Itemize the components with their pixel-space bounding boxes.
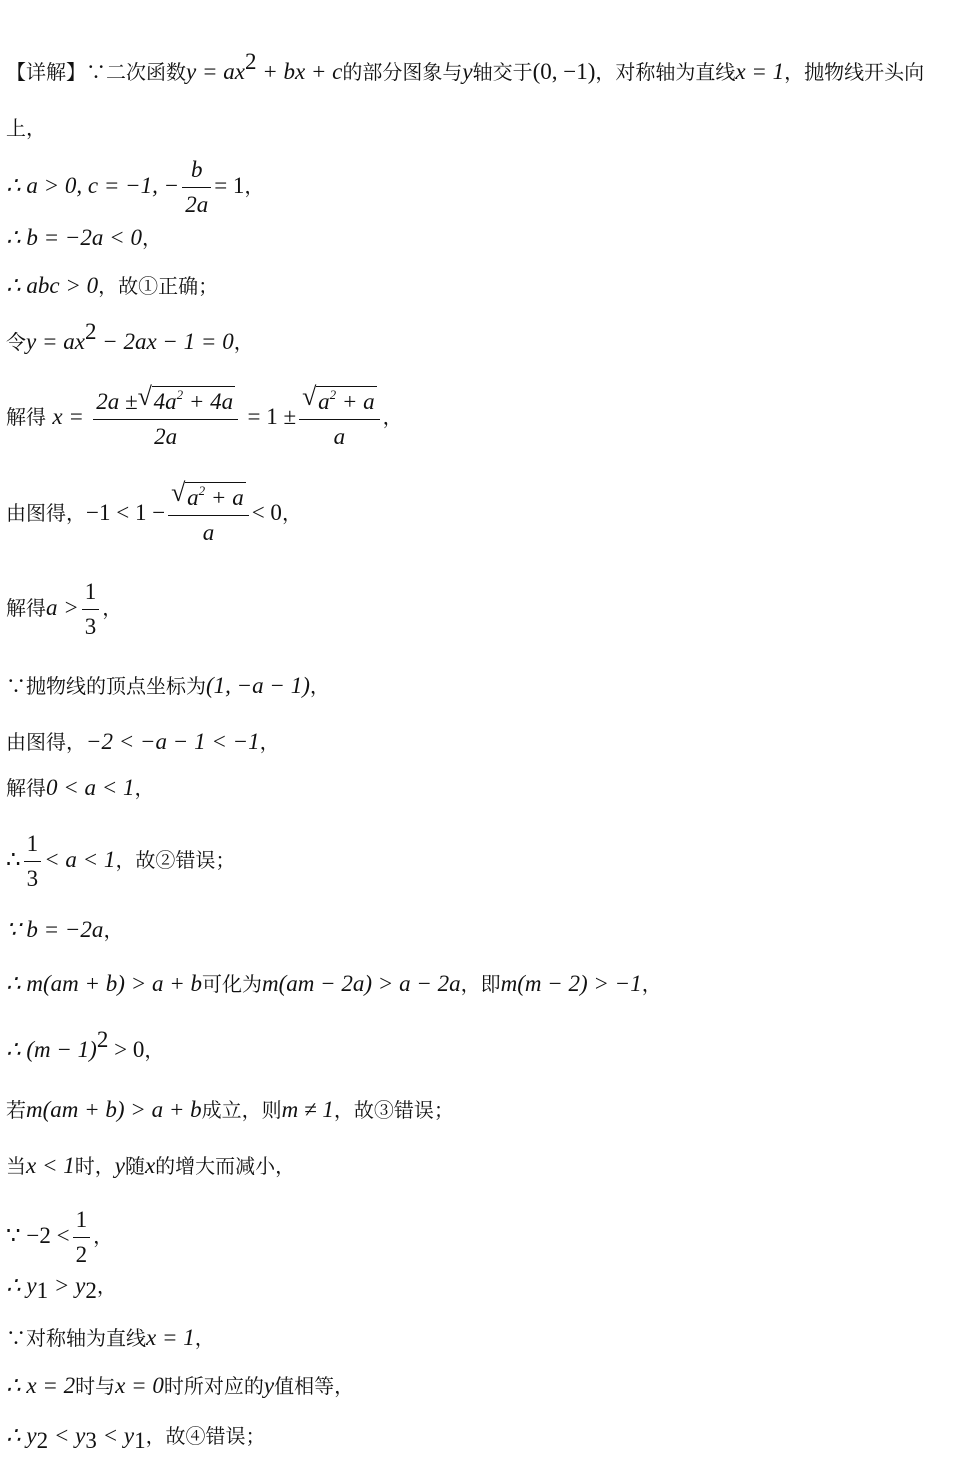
numerator: 1: [26, 831, 39, 856]
math: y: [462, 59, 473, 84]
math: ∴ y: [6, 1273, 37, 1298]
math: < 0: [251, 500, 282, 525]
text: ，故①正确；: [98, 274, 219, 298]
exponent: 2: [96, 1027, 109, 1052]
math: = 1 ±: [247, 404, 297, 429]
exponent: 2: [176, 387, 184, 402]
subscript: 1: [134, 1428, 146, 1453]
text: 若: [6, 1098, 26, 1122]
math: x =: [52, 404, 84, 429]
math: m(am − 2a) > a − 2a: [261, 971, 461, 996]
text: ∵抛物线的顶点坐标为: [6, 674, 206, 698]
denominator: a: [168, 515, 249, 547]
text: 由图得，: [6, 730, 86, 754]
exponent: 2: [84, 319, 97, 344]
math: y: [114, 1153, 125, 1178]
line-axis: [6, 1324, 971, 1352]
square-root: [137, 382, 236, 416]
subscript: 2: [85, 1278, 97, 1303]
math: ∴ y: [6, 1423, 37, 1448]
numerator: 1: [75, 1207, 88, 1232]
math: ∵ b = −2a: [6, 917, 104, 942]
line-conclusion-3: [6, 1096, 971, 1124]
line-y1-gt-y2: [6, 1272, 971, 1303]
text: 解得: [6, 405, 46, 429]
text: ，抛物线开头向: [784, 60, 925, 84]
math: + 4a: [183, 389, 234, 414]
text: 时所对应的: [163, 1374, 264, 1398]
denominator: 2: [73, 1237, 91, 1269]
text: 随: [124, 1154, 145, 1178]
line-a-range: [6, 774, 971, 802]
numerator: 1: [84, 579, 97, 604]
text: ，故④错误；: [145, 1424, 266, 1448]
line-roots: [6, 382, 971, 451]
text: ，: [141, 226, 162, 250]
line-b-eq: [6, 916, 971, 944]
text: 令: [6, 330, 26, 354]
math: m(am + b) > a + b: [26, 1097, 202, 1122]
text: 解得: [6, 596, 46, 620]
text: 解得: [6, 776, 46, 800]
math: −2 < −a − 1 < −1: [86, 729, 260, 754]
text: ，: [103, 918, 124, 942]
text: 由图得，: [6, 501, 86, 525]
text: 【详解】∵二次函数: [6, 60, 186, 84]
text: ，对称轴为直线: [595, 60, 736, 84]
subscript: 2: [36, 1428, 49, 1453]
math: x = 0: [115, 1373, 164, 1398]
radicand: [152, 386, 236, 416]
math: − 2ax − 1 = 0: [96, 329, 234, 354]
text: 时，: [74, 1154, 115, 1178]
line-premise: [6, 49, 971, 86]
text: ，: [194, 1326, 215, 1350]
numerator: [168, 478, 249, 515]
math: + a: [336, 389, 375, 414]
text: ∵对称轴为直线: [6, 1326, 146, 1350]
text: ，: [309, 674, 330, 698]
math: ∴: [6, 847, 21, 872]
fraction: [168, 478, 249, 547]
radical-sign: √: [302, 382, 317, 411]
math: ∴ x = 2: [6, 1373, 76, 1398]
text: 上，: [6, 116, 46, 140]
text: ，: [382, 405, 403, 429]
math: < y: [96, 1423, 135, 1448]
text: 轴交于: [472, 60, 533, 84]
radical-sign: √: [137, 382, 152, 411]
line-b-value: [6, 224, 971, 252]
denominator: 3: [82, 609, 100, 641]
text: ，: [259, 730, 280, 754]
line-set-zero: [6, 319, 971, 356]
exponent: 2: [244, 49, 257, 74]
line-conclusion-4: [6, 1422, 971, 1453]
math: ∴ abc > 0: [6, 273, 99, 298]
line-decreasing: [6, 1152, 971, 1180]
math: −1 < 1 −: [86, 500, 166, 525]
text: 成立，则: [201, 1098, 282, 1122]
line-conclusion-2: [6, 830, 971, 893]
text: ，: [134, 776, 155, 800]
denominator: 2a: [182, 187, 211, 219]
text: ，: [93, 1224, 114, 1248]
math: y = ax: [186, 59, 245, 84]
line-symmetry: [6, 1372, 971, 1400]
math: (0, −1): [532, 59, 596, 84]
fraction: [299, 382, 380, 451]
text: ，即: [460, 972, 501, 996]
line-a-gt-third: [6, 578, 971, 641]
math: < y: [48, 1423, 86, 1448]
math: a >: [46, 595, 79, 620]
numerator: [299, 382, 380, 419]
math: a: [318, 389, 330, 414]
math: ∵ −2 <: [6, 1223, 70, 1248]
square-root: [302, 382, 377, 416]
line-compare-x: [6, 1206, 971, 1269]
text: 当: [6, 1154, 26, 1178]
numerator: b: [190, 157, 203, 182]
line-a-c-axis: [6, 156, 971, 219]
math: + a: [205, 485, 244, 510]
math: m(m − 2) > −1: [500, 971, 642, 996]
text: ，: [281, 501, 302, 525]
radicand: [316, 386, 377, 416]
exponent: 2: [329, 387, 337, 402]
text: 的部分图象与: [342, 60, 463, 84]
denominator: a: [299, 419, 380, 451]
fraction: [73, 1206, 91, 1269]
math: < a < 1: [44, 847, 116, 872]
text: ，故②错误；: [115, 848, 236, 872]
fraction: [82, 578, 100, 641]
line-transform: [6, 970, 971, 998]
math: x: [144, 1153, 156, 1178]
math: 4a: [153, 389, 177, 414]
math: x = 1: [146, 1325, 195, 1350]
line-square: [6, 1027, 971, 1064]
math: (1, −a − 1): [206, 673, 310, 698]
fraction: [93, 382, 238, 451]
fraction: [24, 830, 42, 893]
math: + bx + c: [256, 59, 343, 84]
math: a: [187, 485, 199, 510]
math: = 1: [214, 173, 245, 198]
math: ∴ b = −2a < 0: [6, 225, 142, 250]
subscript: 1: [36, 1278, 49, 1303]
math: m ≠ 1: [281, 1097, 334, 1122]
math: > y: [48, 1273, 86, 1298]
text: ，: [233, 330, 254, 354]
math: > 0: [108, 1037, 145, 1062]
math: y = ax: [26, 329, 85, 354]
math: 0 < a < 1: [46, 775, 135, 800]
text: 时与: [75, 1374, 116, 1398]
square-root: [171, 478, 246, 512]
text: ，: [102, 596, 123, 620]
denominator: 2a: [93, 419, 238, 451]
radical-sign: √: [171, 478, 186, 507]
math: x < 1: [26, 1153, 75, 1178]
line-premise-cont: [6, 114, 971, 142]
line-conclusion-1: [6, 272, 971, 300]
math: 2a ±: [96, 389, 138, 414]
numerator: [93, 382, 238, 419]
text: ，: [641, 972, 662, 996]
exponent: 2: [198, 483, 206, 498]
line-from-graph-1: [6, 478, 971, 547]
line-vertex: [6, 672, 971, 700]
text: ，: [96, 1274, 117, 1298]
math: ∴ a > 0, c = −1, −: [6, 173, 180, 198]
math: ∴ (m − 1): [6, 1037, 97, 1062]
math: x = 1: [735, 59, 785, 84]
math: ∴ m(am + b) > a + b: [6, 971, 202, 996]
denominator: 3: [24, 861, 42, 893]
text: 值相等，: [274, 1374, 355, 1398]
subscript: 3: [85, 1428, 97, 1453]
text: 的增大而减小，: [155, 1154, 296, 1178]
line-from-graph-2: [6, 728, 971, 756]
text: ，: [144, 1038, 165, 1062]
fraction: [182, 156, 211, 219]
text: ，: [244, 174, 265, 198]
math: y: [263, 1373, 275, 1398]
radicand: [185, 482, 246, 512]
text: ，故③错误；: [333, 1098, 454, 1122]
text: 可化为: [201, 972, 262, 996]
